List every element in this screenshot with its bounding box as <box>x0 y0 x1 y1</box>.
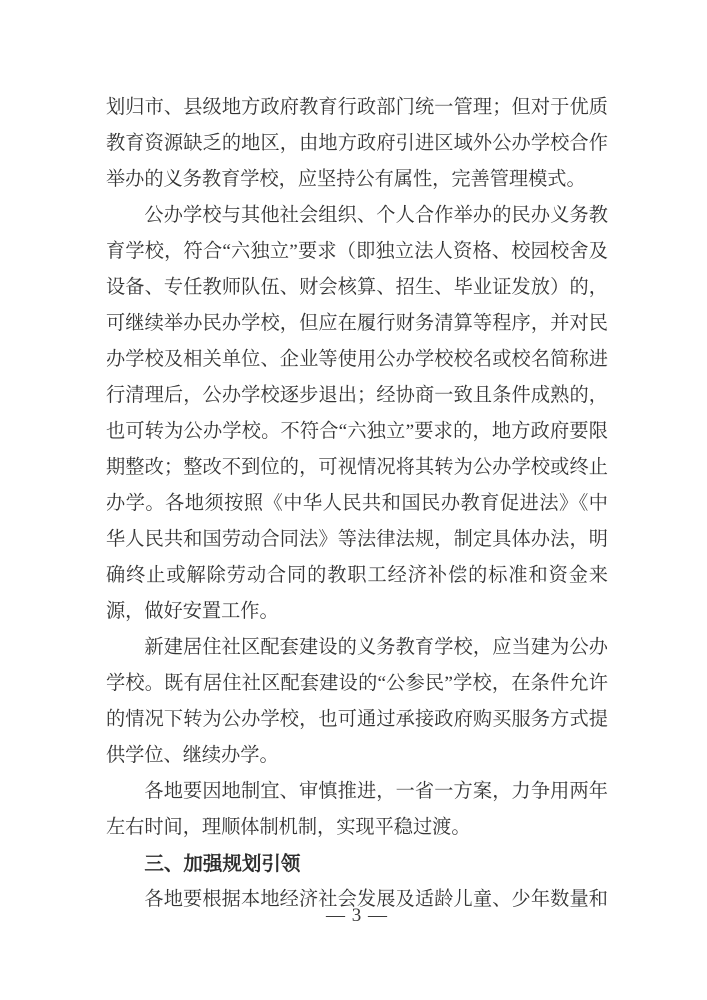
text-line: 的情况下转为公办学校，也可通过承接政府购买服务方式提 <box>106 709 608 730</box>
text-line: 设备、专任教师队伍、财会核算、招生、毕业证发放）的， <box>106 277 608 298</box>
text-line: 各地要根据本地经济社会发展及适龄儿童、少年数量和 <box>144 889 608 910</box>
text-line: 各地要因地制宜、审慎推进，一省一方案，力争用两年 <box>144 781 608 802</box>
text-line: 学校。既有居住社区配套建设的“公参民”学校，在条件允许 <box>106 673 608 694</box>
text-line: 教育资源缺乏的地区，由地方政府引进区域外公办学校合作 <box>106 133 608 154</box>
text-line: 可继续举办民办学校，但应在履行财务清算等程序，并对民 <box>106 313 608 334</box>
text-line: 行清理后，公办学校逐步退出；经协商一致且条件成熟的， <box>106 385 608 406</box>
text-line: 也可转为公办学校。不符合“六独立”要求的，地方政府要限 <box>106 421 608 442</box>
text-line: 举办的义务教育学校，应坚持公有属性，完善管理模式。 <box>106 169 586 190</box>
text-line: 公办学校与其他社会组织、个人合作举办的民办义务教 <box>144 205 608 226</box>
text-line: 办学校及相关单位、企业等使用公办学校校名或校名简称进 <box>106 349 608 370</box>
text-line: 育学校，符合“六独立”要求（即独立法人资格、校园校舍及 <box>106 241 608 262</box>
text-line: 左右时间，理顺体制机制，实现平稳过渡。 <box>106 817 471 838</box>
text-line: 办学。各地须按照《中华人民共和国民办教育促进法》《中 <box>106 493 608 514</box>
document-body <box>106 90 608 918</box>
text-line: 划归市、县级地方政府教育行政部门统一管理；但对于优质 <box>106 97 608 118</box>
text-line: 确终止或解除劳动合同的教职工经济补偿的标准和资金来 <box>106 565 608 586</box>
text-line: 华人民共和国劳动合同法》等法律法规，制定具体办法，明 <box>106 529 608 550</box>
page-number: — 3 — <box>326 905 388 926</box>
text-line: 期整改；整改不到位的，可视情况将其转为公办学校或终止 <box>106 457 608 478</box>
section-heading: 三、加强规划引领 <box>144 853 301 875</box>
text-line: 供学位、继续办学。 <box>106 745 279 766</box>
text-line: 新建居住社区配套建设的义务教育学校，应当建为公办 <box>144 637 608 658</box>
text-line: 源，做好安置工作。 <box>106 601 279 622</box>
